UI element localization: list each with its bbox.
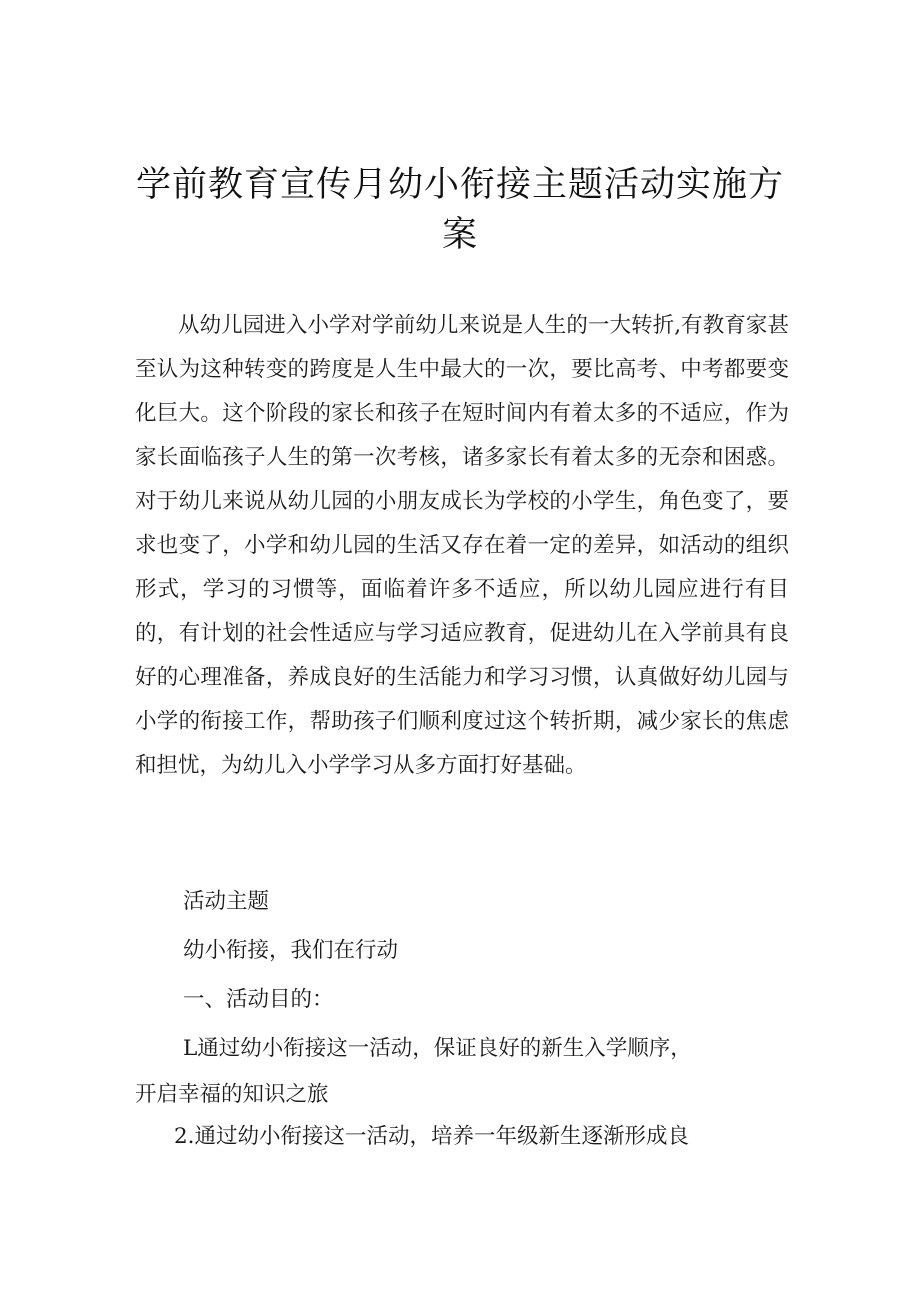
goal-two-line1: 2.通过幼小衔接这一活动，培养一年级新生逐渐形成良 xyxy=(174,1124,690,1149)
goal-one-line1: L通过幼小衔接这一活动，保证良好的新生入学顺序， xyxy=(183,1036,692,1061)
theme-text: 幼小衔接，我们在行动 xyxy=(183,938,399,963)
document-title: 学前教育宣传月幼小衔接主题活动实施方案 xyxy=(135,165,784,255)
goal-one-line2: 开启幸福的知识之旅 xyxy=(135,1082,329,1107)
intro-paragraph: 从幼儿园进入小学对学前幼儿来说是人生的一大转折,有教育家甚至认为这种转变的跨度是人生中最大的一次，要比高考、中考都要变化巨大。这个阶段的家长和孩子在短时间内有着太多的不适应，作为家长面临孩子人生的第一次考核，诸多家长有着太多的无奈和困惑。对于幼儿来说从幼儿园的小朋友成长为学校的小学生，角色变了，要求也变了，小学和幼儿园的生活又存在着一定的差异，如活动的组织形式，学习的习惯等，面临着许多不适应，所以幼儿园应进行有目的，有计划的社会性适应与学习适应教育，促进幼儿在入学前具有良好的心理准备，养成良好的生活能力和学习习惯，认真做好幼儿园与小学的衔接工作，帮助孩子们顺利度过这个转折期，减少家长的焦虑和担忧，为幼儿入小学学习从多方面打好基础。 xyxy=(135,313,789,778)
section-one-heading: 一、活动目的： xyxy=(183,987,334,1012)
theme-heading: 活动主题 xyxy=(183,889,270,914)
